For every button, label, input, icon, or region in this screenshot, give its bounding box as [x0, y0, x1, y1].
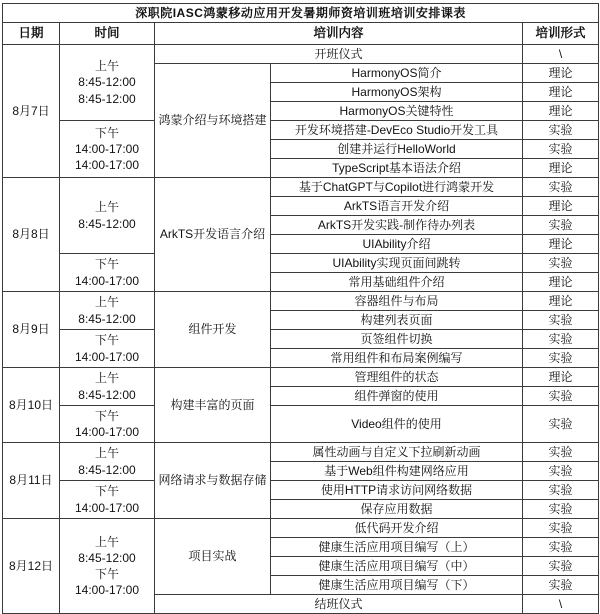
time-line: 8:45-12:00	[78, 75, 136, 90]
form-cell: 实验	[523, 121, 599, 140]
lesson-cell: 结班仪式	[155, 595, 523, 614]
time-morning-aug8	[60, 178, 155, 254]
time-line: 下午	[94, 125, 119, 140]
lesson-cell: ArkTS开发实践-制作待办列表	[271, 216, 523, 235]
form-cell: 实验	[523, 387, 599, 406]
date-cell-aug8: 8月8日	[3, 178, 60, 292]
table-row	[3, 292, 599, 311]
form-cell: 理论	[523, 273, 599, 292]
title-row	[3, 4, 599, 23]
time-morning-aug9	[60, 292, 155, 330]
date-cell-aug9: 8月9日	[3, 292, 60, 368]
form-cell: 理论	[523, 64, 599, 83]
form-cell: 理论	[523, 159, 599, 178]
time-line: 上午	[94, 534, 119, 549]
form-cell: 实验	[523, 349, 599, 368]
lesson-cell: Video组件的使用	[271, 406, 523, 443]
header-date: 日期	[3, 23, 60, 45]
category-cell-aug10: 构建丰富的页面	[155, 368, 271, 443]
category-cell-aug11: 网络请求与数据存储	[155, 443, 271, 519]
form-cell: 实验	[523, 481, 599, 500]
header-time: 时间	[60, 23, 155, 45]
form-cell: 理论	[523, 235, 599, 254]
time-line: 14:00-17:00	[74, 141, 140, 156]
category-cell-aug12: 项目实战	[155, 519, 271, 595]
time-line: 下午	[94, 567, 119, 581]
lesson-cell: 组件弹窗的使用	[271, 387, 523, 406]
header-row	[3, 23, 599, 45]
table-row	[3, 178, 599, 197]
lesson-cell: 低代码开发介绍	[271, 519, 523, 538]
form-cell: 实验	[523, 216, 599, 235]
table-row	[3, 406, 599, 443]
form-cell: 实验	[523, 178, 599, 197]
form-cell: 实验	[523, 538, 599, 557]
lesson-cell: 页签组件切换	[271, 330, 523, 349]
lesson-cell: HarmonyOS关键特性	[271, 102, 523, 121]
time-line: 上午	[94, 59, 119, 74]
date-cell-aug12: 8月12日	[3, 519, 60, 614]
form-cell: \	[523, 45, 599, 64]
lesson-cell: UIAbility实现页面间跳转	[271, 254, 523, 273]
time-morning-aug10	[60, 368, 155, 406]
time-afternoon-aug9	[60, 330, 155, 368]
time-line: 8:45-12:00	[78, 462, 136, 477]
lesson-cell: 基于ChatGPT与Copilot进行鸿蒙开发	[271, 178, 523, 197]
lesson-cell: 创建并运行HelloWorld	[271, 140, 523, 159]
time-afternoon-aug7	[60, 121, 155, 178]
lesson-cell: 容器组件与布局	[271, 292, 523, 311]
schedule-table	[2, 3, 599, 614]
lesson-cell: 构建列表页面	[271, 311, 523, 330]
table-row	[3, 519, 599, 538]
category-cell-aug9: 组件开发	[155, 292, 271, 368]
lesson-cell: HarmonyOS简介	[271, 64, 523, 83]
category-cell-aug7: 鸿蒙介绍与环境搭建	[155, 64, 271, 178]
time-line: 8:45-12:00	[78, 216, 136, 231]
lesson-cell: 基于Web组件构建网络应用	[271, 462, 523, 481]
form-cell: 实验	[523, 576, 599, 595]
table-row	[3, 330, 599, 349]
table-row	[3, 254, 599, 273]
time-line: 8:45-12:00	[78, 311, 136, 326]
form-cell: 实验	[523, 519, 599, 538]
table-row	[3, 121, 599, 140]
time-line: 上午	[94, 371, 119, 386]
time-afternoon-aug10	[60, 406, 155, 443]
time-line: 14:00-17:00	[74, 425, 140, 439]
form-cell: 理论	[523, 197, 599, 216]
lesson-cell: 管理组件的状态	[271, 368, 523, 387]
header-content: 培训内容	[155, 23, 523, 45]
form-cell: \	[523, 595, 599, 614]
form-cell: 实验	[523, 140, 599, 159]
lesson-cell: 健康生活应用项目编写（中）	[271, 557, 523, 576]
form-cell: 实验	[523, 254, 599, 273]
lesson-cell: UIAbility介绍	[271, 235, 523, 254]
lesson-cell: 常用组件和布局案例编写	[271, 349, 523, 368]
time-line: 14:00-17:00	[74, 273, 140, 288]
date-cell-aug10: 8月10日	[3, 368, 60, 443]
time-line: 14:00-17:00	[74, 349, 140, 364]
time-morning-aug7	[60, 45, 155, 121]
page-title: 深职院IASC鸿蒙移动应用开发暑期师资培训班培训安排课表	[3, 4, 599, 23]
time-line: 上午	[94, 446, 119, 461]
lesson-cell: 开发环境搭建-DevEco Studio开发工具	[271, 121, 523, 140]
category-cell-aug8: ArkTS开发语言介绍	[155, 178, 271, 292]
time-line: 8:45-12:00	[78, 550, 136, 565]
time-line: 下午	[94, 408, 119, 423]
time-line: 14:00-17:00	[74, 583, 140, 598]
time-line: 上午	[94, 295, 119, 310]
lesson-cell: TypeScript基本语法介绍	[271, 159, 523, 178]
time-line: 下午	[94, 484, 119, 499]
time-line: 上午	[94, 200, 119, 215]
header-form: 培训形式	[523, 23, 599, 45]
time-line: 8:45-12:00	[78, 91, 136, 106]
form-cell: 实验	[523, 406, 599, 443]
lesson-cell: 属性动画与自定义下拉刷新动画	[271, 443, 523, 462]
table-row	[3, 481, 599, 500]
form-cell: 实验	[523, 443, 599, 462]
lesson-cell: 保存应用数据	[271, 500, 523, 519]
time-afternoon-aug11	[60, 481, 155, 519]
lesson-cell: 健康生活应用项目编写（上）	[271, 538, 523, 557]
form-cell: 实验	[523, 500, 599, 519]
date-cell-aug11: 8月11日	[3, 443, 60, 519]
time-line: 14:00-17:00	[74, 158, 140, 173]
time-afternoon-aug8	[60, 254, 155, 292]
lesson-cell: 健康生活应用项目编写（下）	[271, 576, 523, 595]
time-line: 8:45-12:00	[78, 387, 136, 402]
lesson-cell: 常用基础组件介绍	[271, 273, 523, 292]
lesson-cell: 使用HTTP请求访问网络数据	[271, 481, 523, 500]
time-line: 下午	[94, 257, 119, 272]
lesson-cell: 开班仪式	[155, 45, 523, 64]
form-cell: 理论	[523, 368, 599, 387]
table-row	[3, 443, 599, 462]
form-cell: 实验	[523, 330, 599, 349]
form-cell: 理论	[523, 292, 599, 311]
time-line: 下午	[94, 333, 119, 348]
form-cell: 理论	[523, 83, 599, 102]
time-full-aug12	[60, 519, 155, 614]
lesson-cell: HarmonyOS架构	[271, 83, 523, 102]
form-cell: 理论	[523, 102, 599, 121]
time-line: 14:00-17:00	[74, 500, 140, 515]
lesson-cell: ArkTS语言开发介绍	[271, 197, 523, 216]
date-cell-aug7: 8月7日	[3, 45, 60, 178]
form-cell: 实验	[523, 462, 599, 481]
table-row	[3, 368, 599, 387]
table-row	[3, 45, 599, 64]
form-cell: 实验	[523, 311, 599, 330]
form-cell: 实验	[523, 557, 599, 576]
time-morning-aug11	[60, 443, 155, 481]
